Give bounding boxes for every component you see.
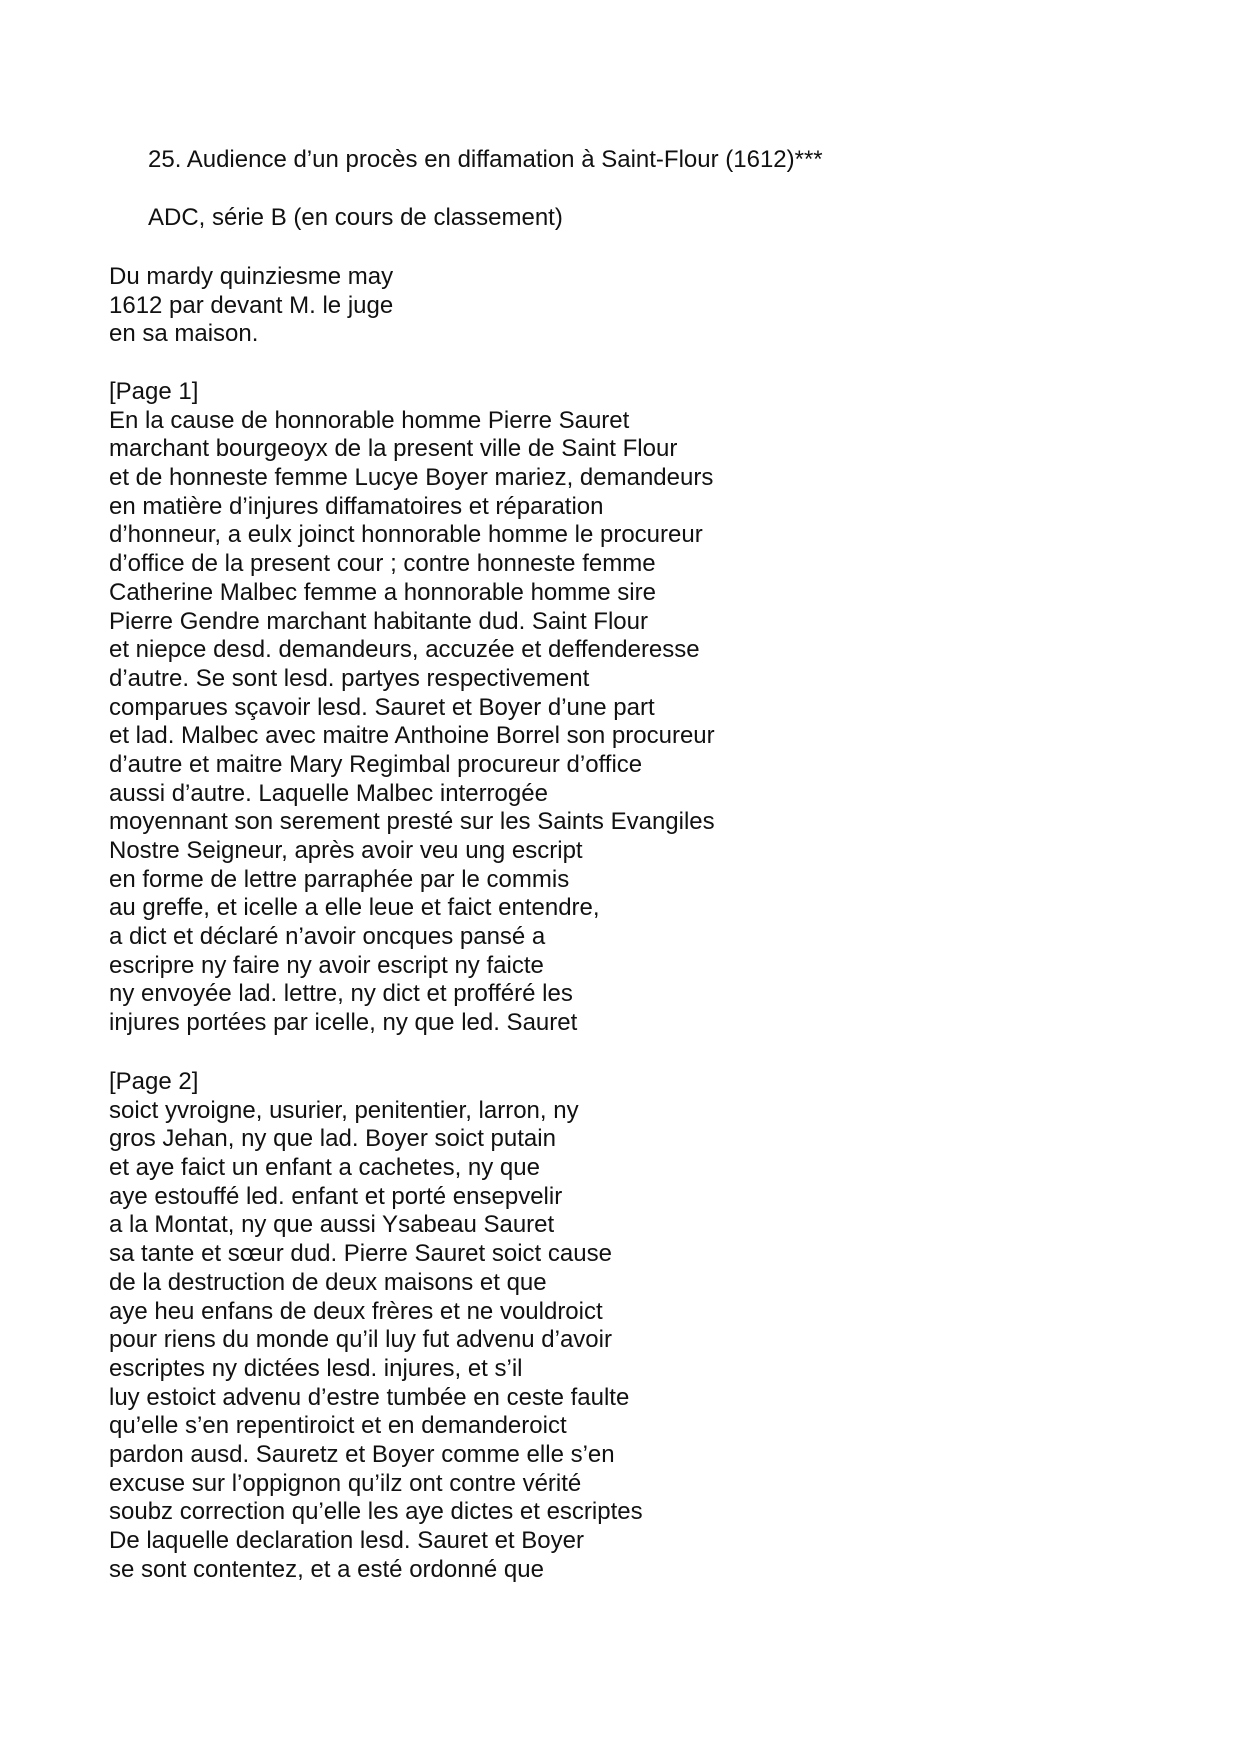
text-line: et de honneste femme Lucye Boyer mariez, demandeurs [109, 464, 714, 492]
document-source: ADC, série B (en cours de classement) [148, 204, 563, 231]
text-line: gros Jehan, ny que lad. Boyer soict putain [109, 1125, 556, 1153]
text-line: et aye faict un enfant a cachetes, ny que [109, 1154, 540, 1182]
page-1-label: [Page 1] [109, 378, 199, 405]
text-line: escriptes ny dictées lesd. injures, et s’il [109, 1354, 523, 1382]
text-line: Nostre Seigneur, après avoir veu ung escript [109, 837, 583, 864]
header-line: 1612 par devant M. le juge [109, 291, 394, 319]
text-line: luy estoict advenu d’estre tumbée en ceste faulte [109, 1383, 630, 1411]
text-line: excuse sur l’oppignon qu’ilz ont contre vérité [109, 1469, 582, 1497]
text-line: et niepce desd. demandeurs, accuzée et deffenderesse [109, 636, 700, 664]
session-header [109, 263, 393, 349]
text-line: aye heu enfans de deux frères et ne vouldroict [109, 1297, 603, 1325]
page-2-label: [Page 2] [109, 1068, 199, 1095]
text-line: et lad. Malbec avec maitre Anthoine Borrel son procureur [109, 722, 715, 750]
text-line: sa tante et sœur dud. Pierre Sauret soict cause [109, 1240, 612, 1268]
text-line: aye estouffé led. enfant et porté ensepvelir [109, 1182, 563, 1210]
page-1-section [109, 378, 715, 1038]
text-line: a dict et déclaré n’avoir oncques pansé a [109, 923, 546, 951]
text-line: injures portées par icelle, ny que led. Sauret [109, 1009, 578, 1037]
text-line: d’autre. Se sont lesd. partyes respectivement [109, 664, 590, 692]
text-line: moyennant son serement presté sur les Saints Evangiles [109, 808, 715, 836]
text-line: Catherine Malbec femme a honnorable homme sire [109, 578, 656, 606]
text-line: pour riens du monde qu’il luy fut advenu d’avoir [109, 1326, 612, 1354]
header-line: en sa maison. [109, 320, 259, 348]
text-line: d’autre et maitre Mary Regimbal procureur d’office [109, 750, 643, 778]
text-line: aussi d’autre. Laquelle Malbec interrogée [109, 779, 548, 807]
document-title: 25. Audience d’un procès en diffamation à Saint-Flour (1612)*** [148, 146, 823, 173]
text-line: ny envoyée lad. lettre, ny dict et profféré les [109, 980, 573, 1008]
header-line: Du mardy quinziesme may [109, 263, 394, 290]
text-line: de la destruction de deux maisons et que [109, 1268, 547, 1296]
text-line: De laquelle declaration lesd. Sauret et Boyer [109, 1527, 584, 1554]
text-line: au greffe, et icelle a elle leue et faict entendre, [109, 894, 600, 922]
text-line: d’honneur, a eulx joinct honnorable homme le procureur [109, 521, 703, 549]
page-2-section [109, 1068, 643, 1584]
text-line: a la Montat, ny que aussi Ysabeau Sauret [109, 1211, 555, 1239]
text-line: se sont contentez, et a esté ordonné que [109, 1555, 544, 1583]
text-line: En la cause de honnorable homme Pierre Sauret [109, 406, 630, 434]
text-line: d’office de la present cour ; contre honneste femme [109, 550, 656, 578]
text-line: pardon ausd. Sauretz et Boyer comme elle s’en [109, 1440, 615, 1468]
text-line: en matière d’injures diffamatoires et réparation [109, 492, 604, 520]
text-line: en forme de lettre parraphée par le commis [109, 865, 570, 893]
text-line: marchant bourgeoyx de la present ville de Saint Flour [109, 435, 678, 463]
text-line: soubz correction qu’elle les aye dictes et escriptes [109, 1498, 643, 1526]
text-line: soict yvroigne, usurier, penitentier, larron, ny [109, 1096, 579, 1124]
text-line: qu’elle s’en repentiroict et en demanderoict [109, 1412, 567, 1440]
text-line: Pierre Gendre marchant habitante dud. Saint Flour [109, 607, 648, 635]
text-line: comparues sçavoir lesd. Sauret et Boyer d’une part [109, 693, 655, 721]
text-line: escripre ny faire ny avoir escript ny faicte [109, 951, 544, 979]
